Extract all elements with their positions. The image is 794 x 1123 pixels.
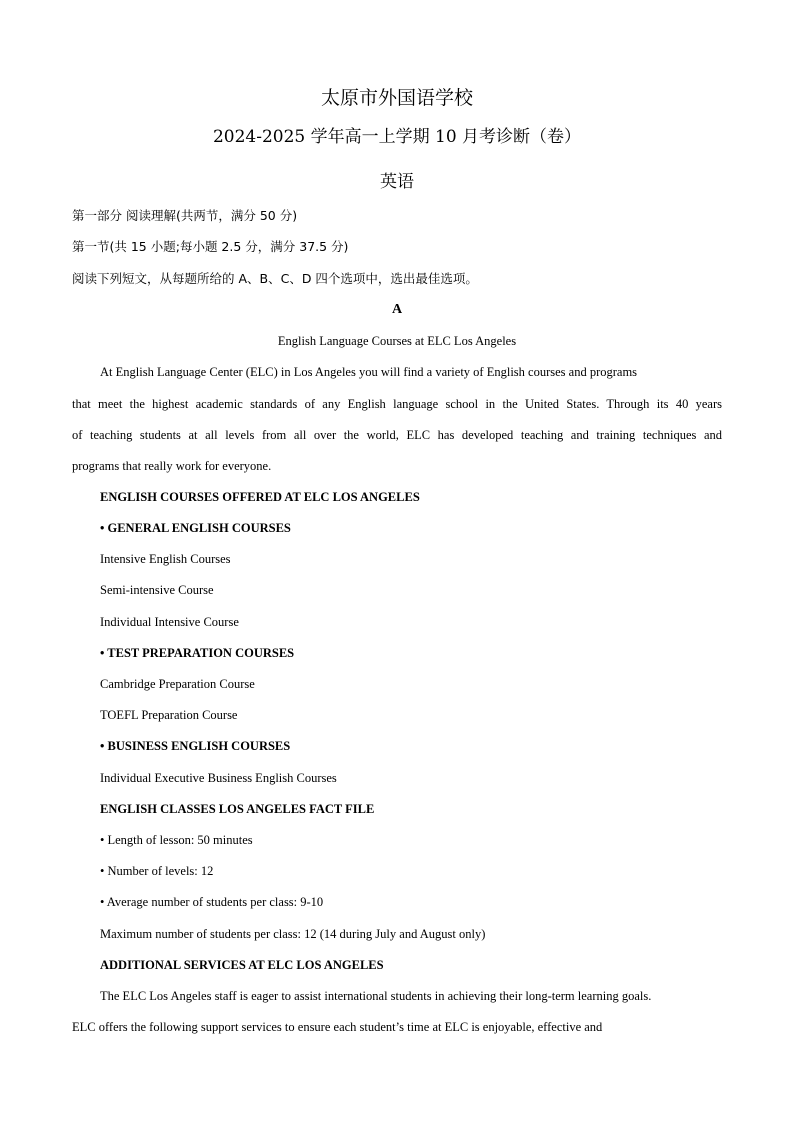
part-heading: 第一部分 阅读理解(共两节，满分 50 分)	[72, 208, 298, 223]
passage-title: English Language Courses at ELC Los Angeles	[277, 334, 517, 348]
directions: 阅读下列短文，从每题所给的 A、B、C、D 四个选项中，选出最佳选项。	[72, 271, 478, 286]
list-item: Individual Executive Business English Courses	[100, 771, 337, 785]
services-line-1: The ELC Los Angeles staff is eager to assist international students in achieving their long-term learning goals.	[100, 989, 652, 1003]
intro-line-3: of teaching students at all levels from all over the world, ELC has developed teaching and training techniques and	[72, 428, 722, 442]
business-heading: • BUSINESS ENGLISH COURSES	[100, 739, 291, 753]
list-item: TOEFL Preparation Course	[100, 708, 238, 722]
subject-title: 英语	[380, 172, 414, 192]
list-item: Cambridge Preparation Course	[100, 677, 255, 691]
list-item: Individual Intensive Course	[100, 615, 239, 629]
fact-item: • Average number of students per class: 9-10	[100, 895, 324, 909]
school-name: 太原市外国语学校	[320, 87, 473, 109]
fact-item: Maximum number of students per class: 12 (14 during July and August only)	[100, 927, 486, 941]
test-heading: • TEST PREPARATION COURSES	[100, 646, 295, 660]
general-heading: • GENERAL ENGLISH COURSES	[100, 521, 291, 535]
fact-item: • Number of levels: 12	[100, 864, 214, 878]
intro-line-2: that meet the highest academic standards of any English language school in the United States. Through its 40 years	[72, 397, 722, 411]
section-heading: 第一节(共 15 小题;每小题 2.5 分，满分 37.5 分)	[72, 239, 349, 254]
fact-file-heading: ENGLISH CLASSES LOS ANGELES FACT FILE	[100, 802, 375, 816]
services-heading: ADDITIONAL SERVICES AT ELC LOS ANGELES	[100, 958, 384, 972]
exam-title: 2024-2025 学年高一上学期 10 月考诊断（卷）	[212, 127, 582, 147]
intro-line-1: At English Language Center (ELC) in Los Angeles you will find a variety of English courses and programs	[100, 365, 638, 379]
services-line-2: ELC offers the following support services to ensure each student’s time at ELC is enjoyable, effective and	[72, 1020, 603, 1034]
courses-heading: ENGLISH COURSES OFFERED AT ELC LOS ANGELES	[100, 490, 420, 504]
intro-line-4: programs that really work for everyone.	[72, 459, 272, 473]
passage-letter: A	[391, 302, 403, 317]
list-item: Intensive English Courses	[100, 552, 231, 566]
fact-item: • Length of lesson: 50 minutes	[100, 833, 253, 847]
list-item: Semi-intensive Course	[100, 583, 214, 597]
